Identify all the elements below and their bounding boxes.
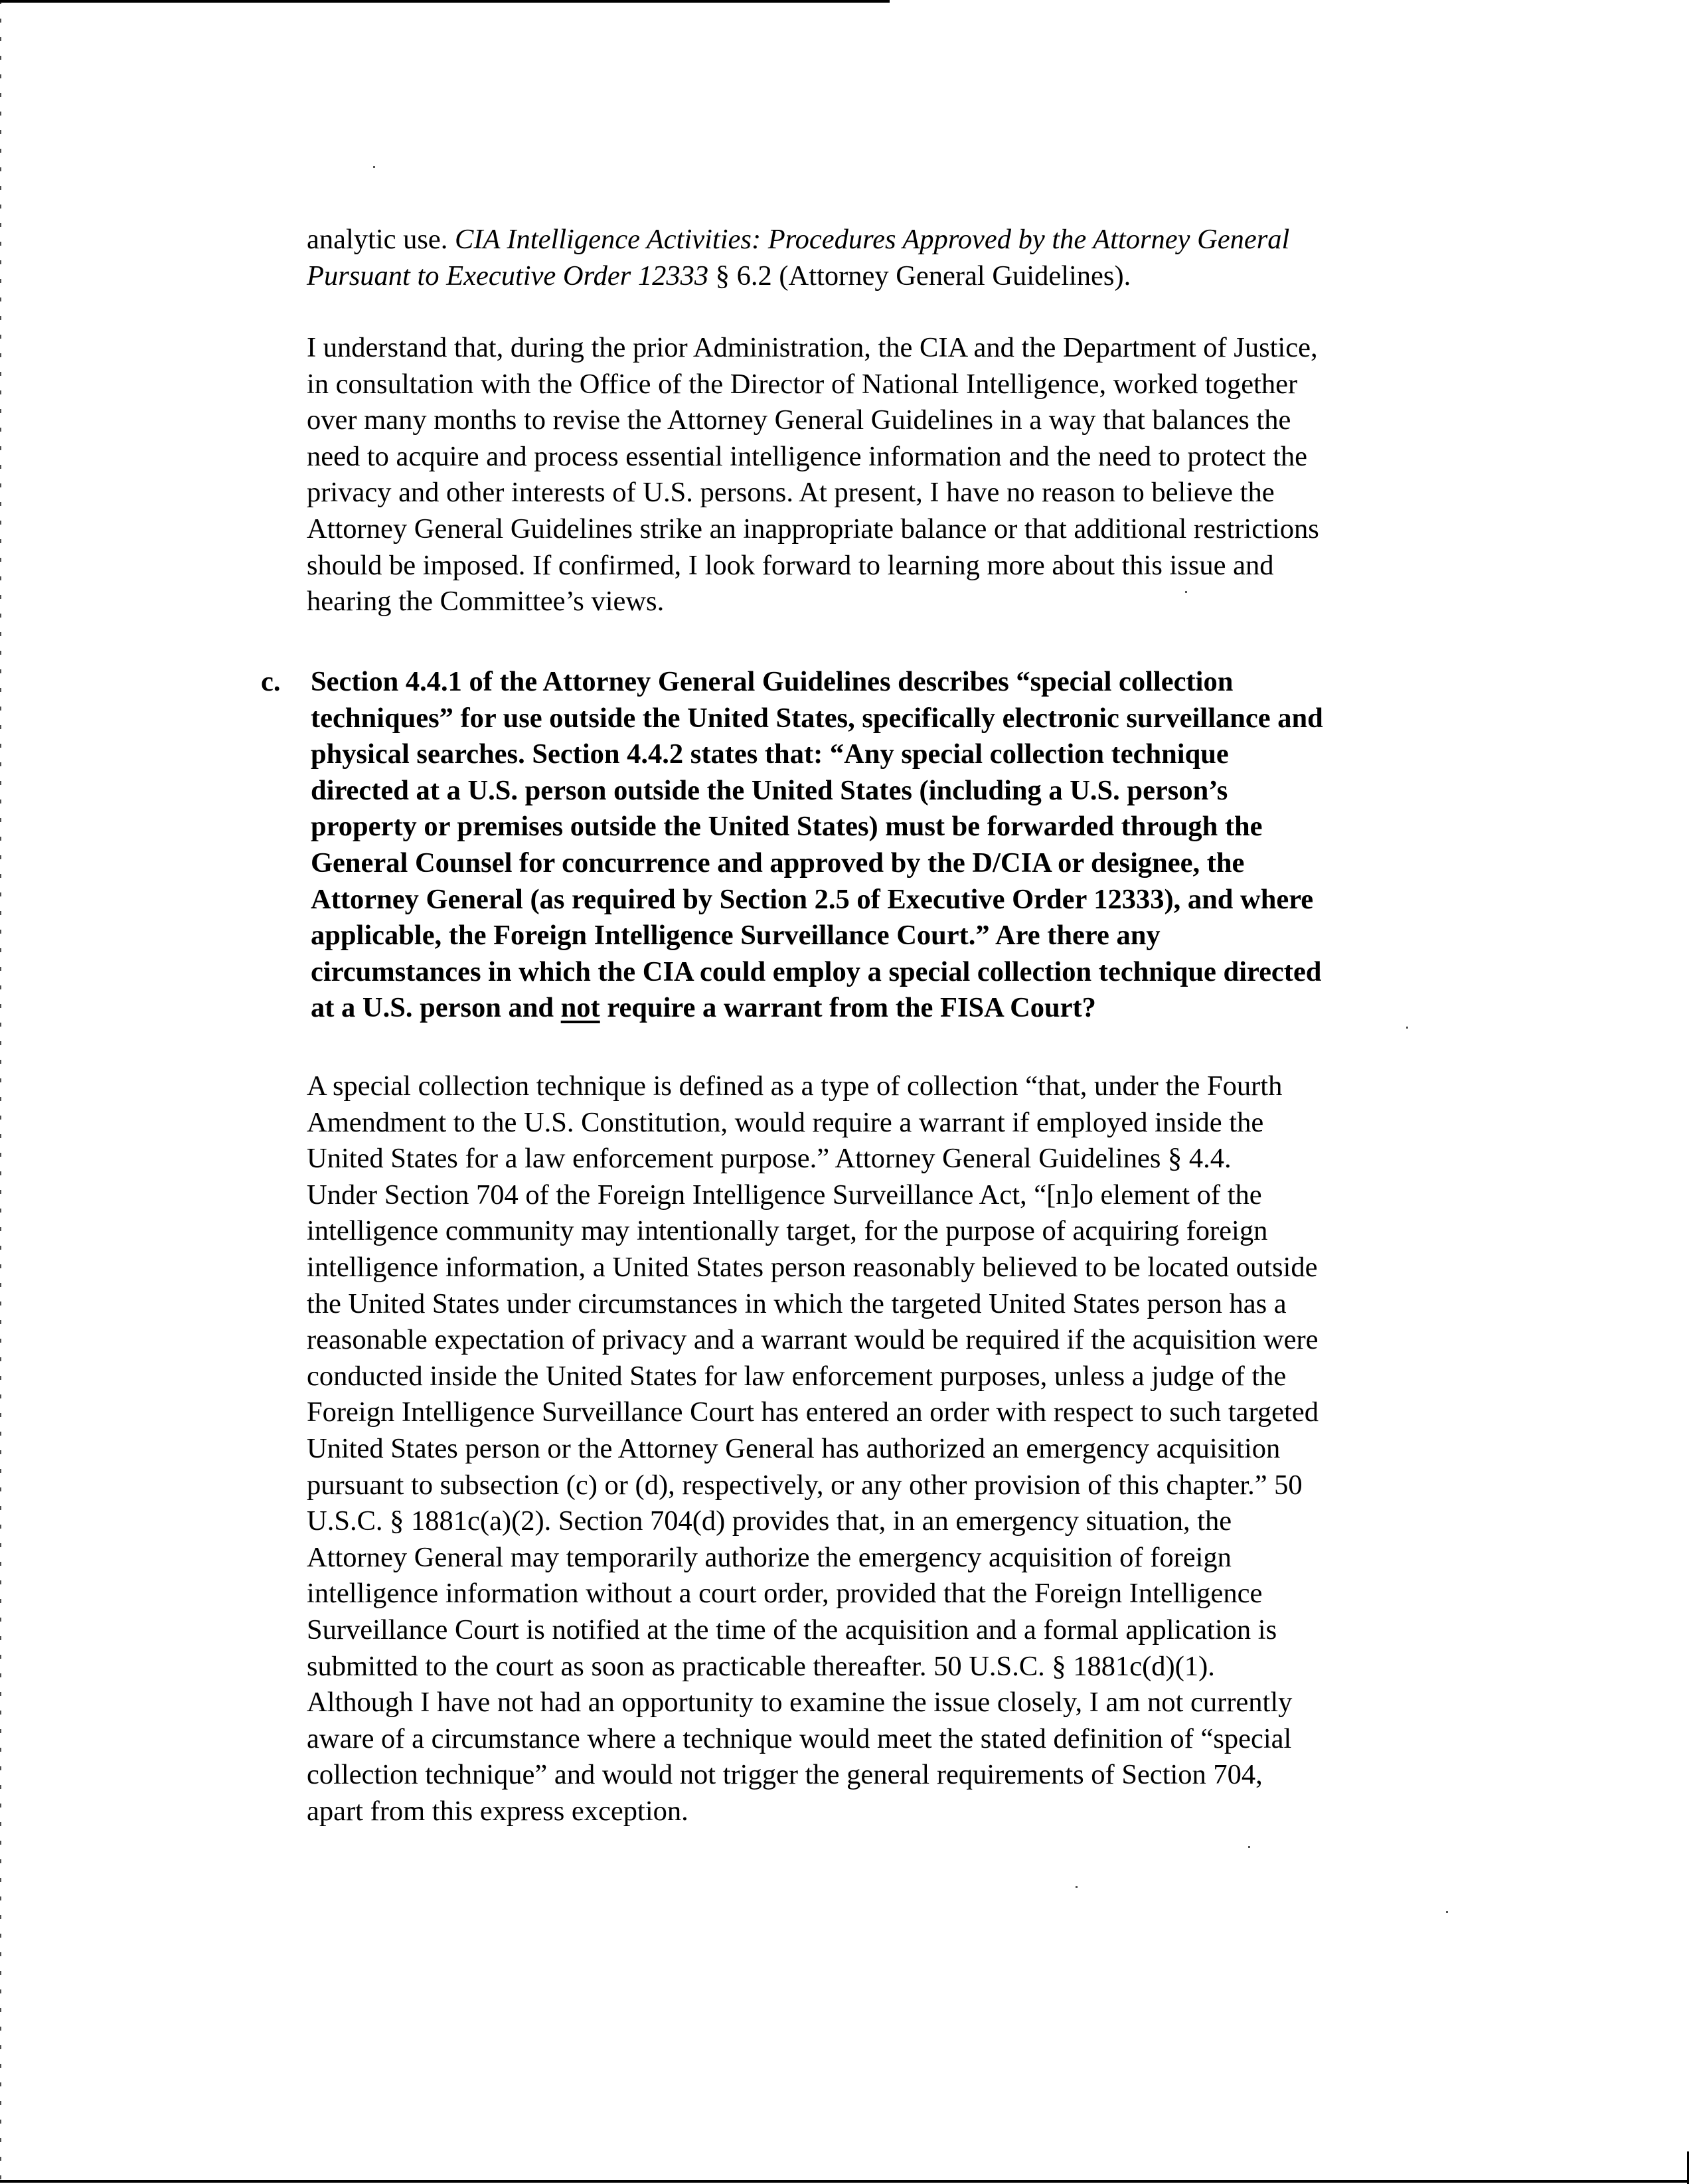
text-line: intelligence community may intentionally target, for the purpose of acquiring foreign (307, 1215, 1268, 1247)
text-run: § 6.2 (Attorney General Guidelines). (708, 260, 1131, 292)
text-line: Foreign Intelligence Surveillance Court has entered an order with respect to such targeted (307, 1396, 1319, 1428)
scan-speck (1076, 1886, 1078, 1888)
text-line: United States person or the Attorney General has authorized an emergency acquisition (307, 1432, 1281, 1464)
text-line: privacy and other interests of U.S. persons. At present, I have no reason to believe the (307, 477, 1275, 509)
text-run: analytic use. (307, 224, 455, 255)
text-line: intelligence information without a court order, provided that the Foreign Intelligence (307, 1578, 1263, 1610)
scan-speck (1406, 1027, 1408, 1029)
text-line: the United States under circumstances in which the targeted United States person has a (307, 1288, 1287, 1319)
paragraph-citation (307, 222, 1475, 294)
text-line: apart from this express exception. (307, 1795, 688, 1827)
italic-title: CIA Intelligence Activities: Procedures Approved by the Attorney General (455, 224, 1290, 255)
text-line: United States for a law enforcement purpose.” Attorney General Guidelines § 4.4. (307, 1143, 1232, 1175)
text-line: collection technique” and would not trigger the general requirements of Section 704, (307, 1759, 1263, 1791)
text-line (311, 990, 1323, 1027)
text-line: over many months to revise the Attorney General Guidelines in a way that balances the (307, 404, 1291, 436)
text-line: reasonable expectation of privacy and a warrant would be required if the acquisition were (307, 1324, 1319, 1356)
underlined-emphasis: not (560, 992, 600, 1024)
text-line: A special collection technique is defined as a type of collection “that, under the Fourth (307, 1070, 1283, 1102)
text-line: Amendment to the U.S. Constitution, would require a warrant if employed inside the (307, 1106, 1264, 1138)
text-line: conducted inside the United States for law enforcement purposes, unless a judge of the (307, 1360, 1287, 1392)
text-line: pursuant to subsection (c) or (d), respectively, or any other provision of this chapter.” 50 (307, 1469, 1303, 1501)
text-line: need to acquire and process essential intelligence information and the need to protect the (307, 440, 1308, 472)
text-line: Although I have not had an opportunity to examine the issue closely, I am not currently (307, 1687, 1293, 1719)
paragraph-guidelines-answer (307, 330, 1475, 620)
text-line: intelligence information, a United States person reasonably believed to be located outside (307, 1251, 1318, 1283)
text-line: Attorney General may temporarily authorize the emergency acquisition of foreign (307, 1541, 1232, 1573)
text-line: hearing the Committee’s views. (307, 586, 665, 618)
text-line: Surveillance Court is notified at the time of the acquisition and a formal application is (307, 1614, 1277, 1645)
text-line: directed at a U.S. person outside the United States (including a U.S. person’s (311, 774, 1228, 806)
paragraph-special-collection-answer (307, 1068, 1475, 1829)
scan-border-top (0, 0, 890, 3)
text-run: at a U.S. person and (311, 992, 561, 1024)
text-line: in consultation with the Office of the Director of National Intelligence, worked together (307, 368, 1298, 400)
text-line (307, 222, 1475, 258)
text-run: require a warrant from the FISA Court? (600, 992, 1096, 1024)
text-line: applicable, the Foreign Intelligence Surveillance Court.” Are there any (311, 920, 1161, 952)
scan-speck (1446, 1911, 1448, 1913)
text-line (307, 258, 1475, 295)
text-line: techniques” for use outside the United States, specifically electronic surveillance and (311, 702, 1323, 734)
scan-speck (1248, 1846, 1250, 1848)
text-line: Attorney General (as required by Section 2.5 of Executive Order 12333), and where (311, 883, 1314, 915)
text-line: property or premises outside the United States) must be forwarded through the (311, 811, 1263, 843)
text-line: General Counsel for concurrence and approved by the D/CIA or designee, the (311, 847, 1245, 879)
text-line: circumstances in which the CIA could employ a special collection technique directed (311, 956, 1322, 987)
scan-border-left (0, 0, 1, 2184)
text-line: physical searches. Section 4.4.2 states that: “Any special collection technique (311, 738, 1229, 770)
text-line: U.S.C. § 1881c(a)(2). Section 704(d) provides that, in an emergency situation, the (307, 1505, 1232, 1537)
text-line: I understand that, during the prior Administration, the CIA and the Department of Justice, (307, 332, 1318, 363)
text-line: Under Section 704 of the Foreign Intelligence Surveillance Act, “[n]o element of the (307, 1179, 1262, 1211)
italic-title: Pursuant to Executive Order 12333 (307, 260, 709, 292)
text-line: Attorney General Guidelines strike an inappropriate balance or that additional restrictions (307, 513, 1319, 545)
text-line: aware of a circumstance where a technique would meet the stated definition of “special (307, 1722, 1292, 1754)
scan-speck (373, 166, 375, 168)
text-line: Section 4.4.1 of the Attorney General Guidelines describes “special collection (311, 666, 1234, 697)
text-line: should be imposed. If confirmed, I look forward to learning more about this issue and (307, 549, 1274, 581)
scan-border-bottom (0, 2180, 1689, 2183)
text-line: submitted to the court as soon as practicable thereafter. 50 U.S.C. § 1881c(d)(1). (307, 1650, 1215, 1682)
list-marker: c. (261, 666, 281, 697)
question-text (311, 664, 1323, 1027)
